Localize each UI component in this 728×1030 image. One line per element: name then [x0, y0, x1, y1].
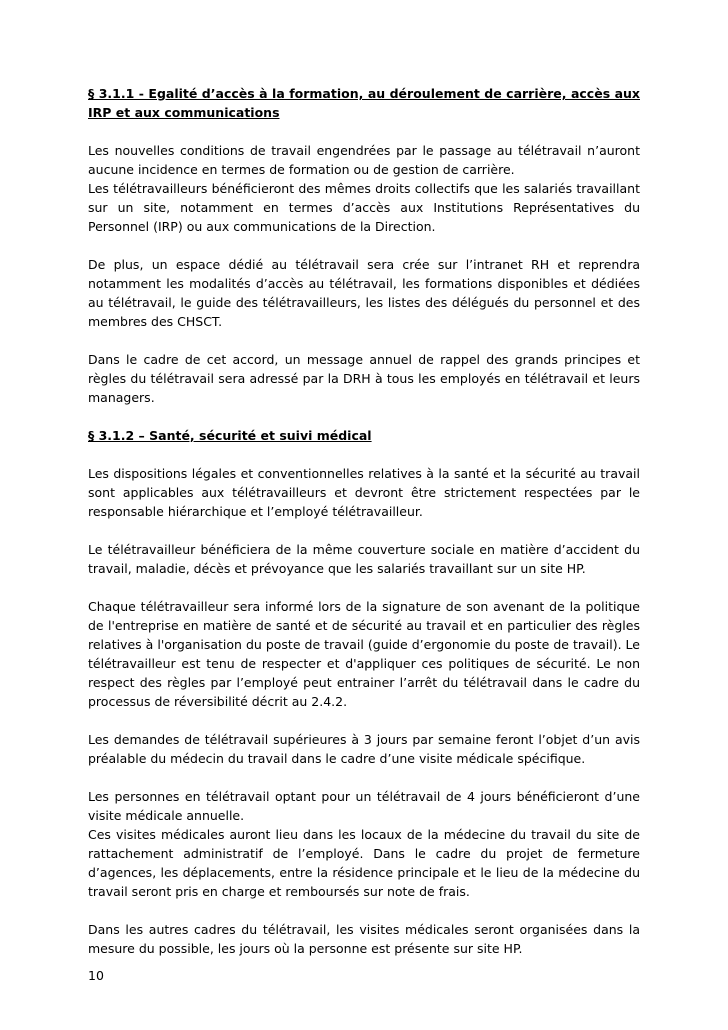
paragraph: Les demandes de télétravail supérieures à 3 jours par semaine feront l’objet d’un avis préalable du médecin du travail dans le cadre d’une visite médicale spécifique.: [88, 732, 640, 766]
spacer: [88, 236, 640, 255]
paragraph: Dans le cadre de cet accord, un message annuel de rappel des grands principes et règles du télétravail sera adressé par la DRH à tous les employés en télétravail et leurs managers.: [88, 352, 640, 405]
paragraph: Dans les autres cadres du télétravail, les visites médicales seront organisées dans la mesure du possible, les jours où la personne est présente sur site HP.: [88, 922, 640, 956]
paragraph: Les nouvelles conditions de travail engendrées par le passage au télétravail n’auront aucune incidence en termes de formation ou de gestion de carrière.: [88, 143, 640, 177]
spacer: [88, 711, 640, 730]
section-heading-3-1-1: § 3.1.1 - Egalité d’accès à la formation, au déroulement de carrière, accès aux IRP et aux communications: [88, 86, 640, 120]
paragraph: Les télétravailleurs bénéficieront des mêmes droits collectifs que les salariés travaillant sur un site, notamment en termes d’accès aux Institutions Représentatives du Personnel (IRP) ou aux communications de la Direction.: [88, 181, 640, 234]
spacer: [88, 407, 640, 426]
paragraph: Les personnes en télétravail optant pour un télétravail de 4 jours bénéficieront d’une visite médicale annuelle.: [88, 789, 640, 823]
paragraph: Le télétravailleur bénéficiera de la même couverture sociale en matière d’accident du travail, maladie, décès et prévoyance que les salariés travaillant sur un site HP.: [88, 542, 640, 576]
spacer: [88, 445, 640, 464]
spacer: [88, 901, 640, 920]
page-number: 10: [88, 968, 104, 983]
section-heading-3-1-2: § 3.1.2 – Santé, sécurité et suivi médical: [88, 428, 372, 443]
spacer: [88, 768, 640, 787]
paragraph: Les dispositions légales et conventionnelles relatives à la santé et la sécurité au travail sont applicables aux télétravailleurs et devront être strictement respectées par le responsable hiérarchique et l’employé télétravailleur.: [88, 466, 640, 519]
paragraph: Ces visites médicales auront lieu dans les locaux de la médecine du travail du site de rattachement administratif de l’employé. Dans le cadre du projet de fermeture d’agences, les déplacements, entre la résidence principale et le lieu de la médecine du travail seront pris en charge et remboursés sur note de frais.: [88, 827, 640, 899]
spacer: [88, 122, 640, 141]
spacer: [88, 578, 640, 597]
paragraph: De plus, un espace dédié au télétravail sera crée sur l’intranet RH et reprendra notamment les modalités d’accès au télétravail, les formations disponibles et dédiées au télétravail, le guide des télétravailleurs, les listes des délégués du personnel et des membres des CHSCT.: [88, 257, 640, 329]
spacer: [88, 331, 640, 350]
document-page: [88, 84, 640, 958]
paragraph: Chaque télétravailleur sera informé lors de la signature de son avenant de la politique de l'entreprise en matière de santé et de sécurité au travail et en particulier des règles relatives à l'organisation du poste de travail (guide d’ergonomie du poste de travail). Le télétravailleur est tenu de respecter et d'appliquer ces politiques de sécurité. Le non respect des règles par l’employé peut entrainer l’arrêt du télétravail dans le cadre du processus de réversibilité décrit au 2.4.2.: [88, 599, 640, 709]
spacer: [88, 521, 640, 540]
